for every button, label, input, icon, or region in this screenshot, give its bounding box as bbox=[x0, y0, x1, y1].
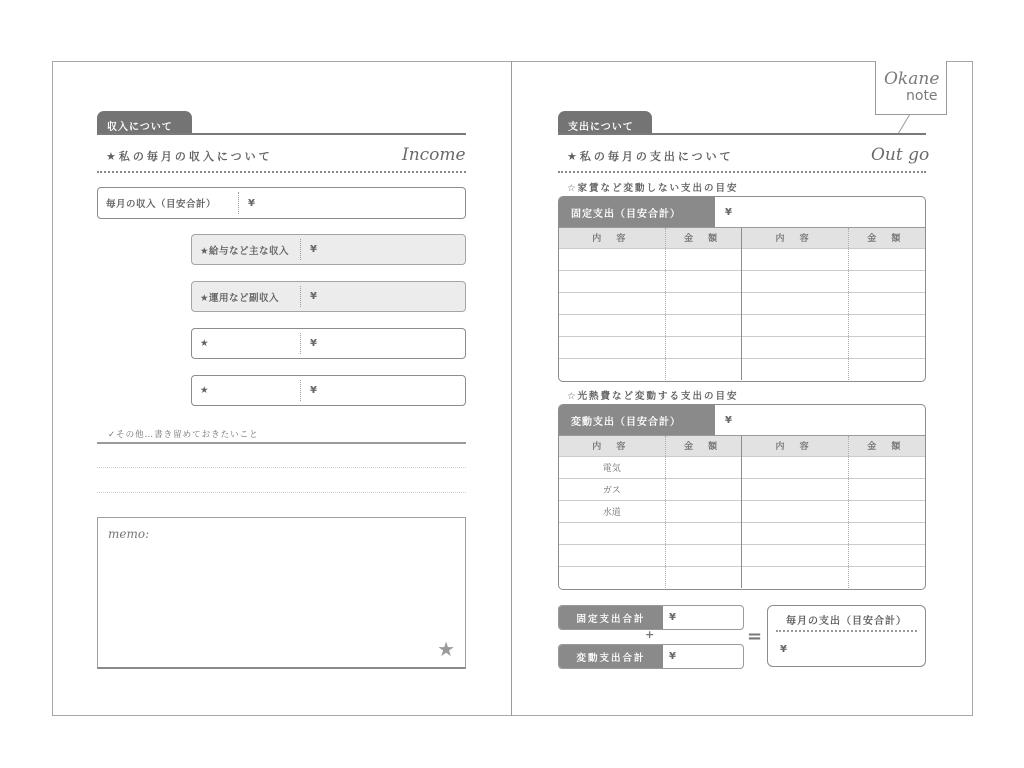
column-header-item: 内 容 bbox=[559, 436, 665, 456]
field-separator bbox=[300, 286, 301, 307]
item-cell[interactable] bbox=[742, 566, 848, 588]
brand-line-1: Okane bbox=[884, 69, 940, 89]
amount-cell[interactable] bbox=[848, 270, 925, 292]
fixed-expense-total-label: 固定支出（目安合計） bbox=[559, 197, 715, 227]
column-header-amount: 金 額 bbox=[665, 228, 742, 248]
table-row bbox=[559, 500, 925, 522]
yen-sign: ¥ bbox=[669, 612, 676, 623]
amount-cell[interactable] bbox=[665, 358, 742, 380]
equals-sign: = bbox=[747, 626, 763, 647]
item-cell[interactable] bbox=[742, 314, 848, 336]
amount-cell[interactable] bbox=[665, 270, 742, 292]
brand-tag bbox=[875, 61, 947, 115]
amount-cell[interactable] bbox=[848, 544, 925, 566]
notes-label: ✓その他…書き留めておきたいこと bbox=[108, 430, 259, 440]
item-cell[interactable]: ガス bbox=[559, 478, 665, 500]
amount-cell[interactable] bbox=[848, 478, 925, 500]
monthly-expense-total-field[interactable] bbox=[767, 605, 926, 667]
amount-cell[interactable] bbox=[848, 500, 925, 522]
item-cell[interactable] bbox=[742, 248, 848, 270]
table-row bbox=[559, 292, 925, 314]
income-row-label: ★運用など副収入 bbox=[200, 292, 280, 304]
item-cell[interactable] bbox=[742, 544, 848, 566]
notes-writing-line-1[interactable] bbox=[97, 467, 466, 468]
table-row bbox=[559, 544, 925, 566]
table-row bbox=[559, 314, 925, 336]
amount-cell[interactable] bbox=[665, 522, 742, 544]
field-separator bbox=[300, 380, 301, 401]
table-row bbox=[559, 336, 925, 358]
notes-writing-line-2[interactable] bbox=[97, 492, 466, 493]
income-heading-dotted-rule bbox=[97, 171, 466, 173]
star-icon: ★ bbox=[437, 637, 455, 661]
table-header-row bbox=[559, 436, 925, 456]
variable-expense-panel bbox=[558, 404, 926, 590]
expense-tab-rule bbox=[558, 133, 926, 135]
amount-cell[interactable] bbox=[848, 456, 925, 478]
table-header-row bbox=[559, 228, 925, 248]
plus-sign: + bbox=[645, 628, 655, 641]
column-header-amount: 金 額 bbox=[848, 228, 925, 248]
monthly-income-label: 毎月の収入（目安合計） bbox=[106, 199, 217, 210]
item-cell[interactable] bbox=[559, 358, 665, 380]
amount-cell[interactable] bbox=[665, 336, 742, 358]
amount-cell[interactable] bbox=[665, 500, 742, 522]
item-cell[interactable] bbox=[559, 248, 665, 270]
column-header-item: 内 容 bbox=[742, 436, 848, 456]
monthly-income-field[interactable] bbox=[97, 187, 466, 219]
income-row-label: ★ bbox=[200, 338, 210, 349]
yen-sign: ¥ bbox=[310, 291, 317, 302]
income-row-field[interactable] bbox=[191, 234, 466, 265]
yen-sign: ¥ bbox=[248, 197, 255, 209]
fixed-expense-note: ☆家賃など変動しない支出の目安 bbox=[567, 183, 739, 194]
column-header-item: 内 容 bbox=[742, 228, 848, 248]
item-cell[interactable] bbox=[742, 292, 848, 314]
expense-section-tab: 支出について bbox=[558, 111, 652, 135]
memo-label: memo: bbox=[108, 527, 150, 541]
item-cell[interactable] bbox=[742, 500, 848, 522]
income-heading: ★私の毎月の収入について bbox=[106, 150, 273, 163]
field-separator bbox=[300, 333, 301, 354]
table-row bbox=[559, 358, 925, 380]
income-row-label: ★ bbox=[200, 385, 210, 396]
fixed-total-label: 固定支出合計 bbox=[559, 606, 663, 629]
table-row bbox=[559, 456, 925, 478]
brand-tag-pointer bbox=[897, 114, 911, 134]
yen-sign: ¥ bbox=[310, 385, 317, 396]
item-cell[interactable] bbox=[559, 336, 665, 358]
item-cell[interactable] bbox=[742, 522, 848, 544]
table-row bbox=[559, 566, 925, 588]
yen-sign: ¥ bbox=[669, 651, 676, 662]
page-gutter bbox=[511, 61, 512, 716]
item-cell[interactable] bbox=[742, 270, 848, 292]
item-cell[interactable] bbox=[742, 478, 848, 500]
income-section-tab: 収入について bbox=[97, 111, 192, 135]
amount-cell[interactable] bbox=[665, 544, 742, 566]
item-cell[interactable] bbox=[559, 270, 665, 292]
amount-cell[interactable] bbox=[848, 292, 925, 314]
item-cell[interactable] bbox=[742, 336, 848, 358]
item-cell[interactable] bbox=[559, 314, 665, 336]
variable-expense-total-field[interactable]: ¥ bbox=[725, 414, 732, 426]
fixed-expense-total-field[interactable]: ¥ bbox=[725, 206, 732, 218]
yen-sign: ¥ bbox=[310, 244, 317, 255]
item-cell[interactable] bbox=[742, 456, 848, 478]
expense-heading: ★私の毎月の支出について bbox=[567, 150, 734, 163]
income-row-field[interactable] bbox=[191, 281, 466, 312]
amount-cell[interactable] bbox=[848, 314, 925, 336]
income-script-title: Income bbox=[402, 145, 466, 165]
fixed-expense-panel bbox=[558, 196, 926, 382]
notes-rule bbox=[97, 442, 466, 444]
amount-cell[interactable] bbox=[665, 292, 742, 314]
variable-expense-note: ☆光熱費など変動する支出の目安 bbox=[567, 391, 739, 402]
item-cell[interactable] bbox=[742, 358, 848, 380]
amount-cell[interactable] bbox=[665, 248, 742, 270]
item-cell[interactable]: 水道 bbox=[559, 500, 665, 522]
brand-line-2: note bbox=[906, 88, 938, 104]
yen-sign: ¥ bbox=[310, 338, 317, 349]
field-separator bbox=[300, 239, 301, 260]
expense-script-title: Out go bbox=[871, 145, 930, 165]
field-separator bbox=[238, 192, 239, 214]
variable-total-label: 変動支出合計 bbox=[559, 645, 663, 668]
income-row-field[interactable] bbox=[191, 328, 466, 359]
amount-cell[interactable] bbox=[848, 248, 925, 270]
amount-cell[interactable] bbox=[848, 522, 925, 544]
item-cell[interactable]: 電気 bbox=[559, 456, 665, 478]
column-header-amount: 金 額 bbox=[665, 436, 742, 456]
variable-total-field[interactable] bbox=[558, 644, 744, 669]
fixed-total-field[interactable] bbox=[558, 605, 744, 630]
memo-box[interactable] bbox=[97, 517, 466, 669]
amount-cell[interactable] bbox=[848, 566, 925, 588]
amount-cell[interactable] bbox=[848, 336, 925, 358]
amount-cell[interactable] bbox=[665, 314, 742, 336]
table-row bbox=[559, 522, 925, 544]
table-row bbox=[559, 248, 925, 270]
item-cell[interactable] bbox=[559, 292, 665, 314]
column-header-item: 内 容 bbox=[559, 228, 665, 248]
monthly-expense-total-label: 毎月の支出（目安合計） bbox=[786, 616, 907, 627]
income-row-field[interactable] bbox=[191, 375, 466, 406]
variable-expense-total-label: 変動支出（目安合計） bbox=[559, 405, 715, 435]
income-tab-rule bbox=[97, 133, 466, 135]
fixed-expense-table bbox=[559, 228, 925, 380]
amount-cell[interactable] bbox=[665, 478, 742, 500]
dotted-rule bbox=[776, 630, 917, 632]
column-header-amount: 金 額 bbox=[848, 436, 925, 456]
expense-heading-dotted-rule bbox=[558, 171, 926, 173]
amount-cell[interactable] bbox=[665, 456, 742, 478]
variable-expense-table bbox=[559, 436, 925, 588]
item-cell[interactable] bbox=[559, 566, 665, 588]
item-cell[interactable] bbox=[559, 522, 665, 544]
item-cell[interactable] bbox=[559, 544, 665, 566]
table-row bbox=[559, 270, 925, 292]
table-row bbox=[559, 478, 925, 500]
income-row-label: ★給与など主な収入 bbox=[200, 245, 290, 257]
amount-cell[interactable] bbox=[665, 566, 742, 588]
amount-cell[interactable] bbox=[848, 358, 925, 380]
yen-sign: ¥ bbox=[780, 644, 787, 655]
